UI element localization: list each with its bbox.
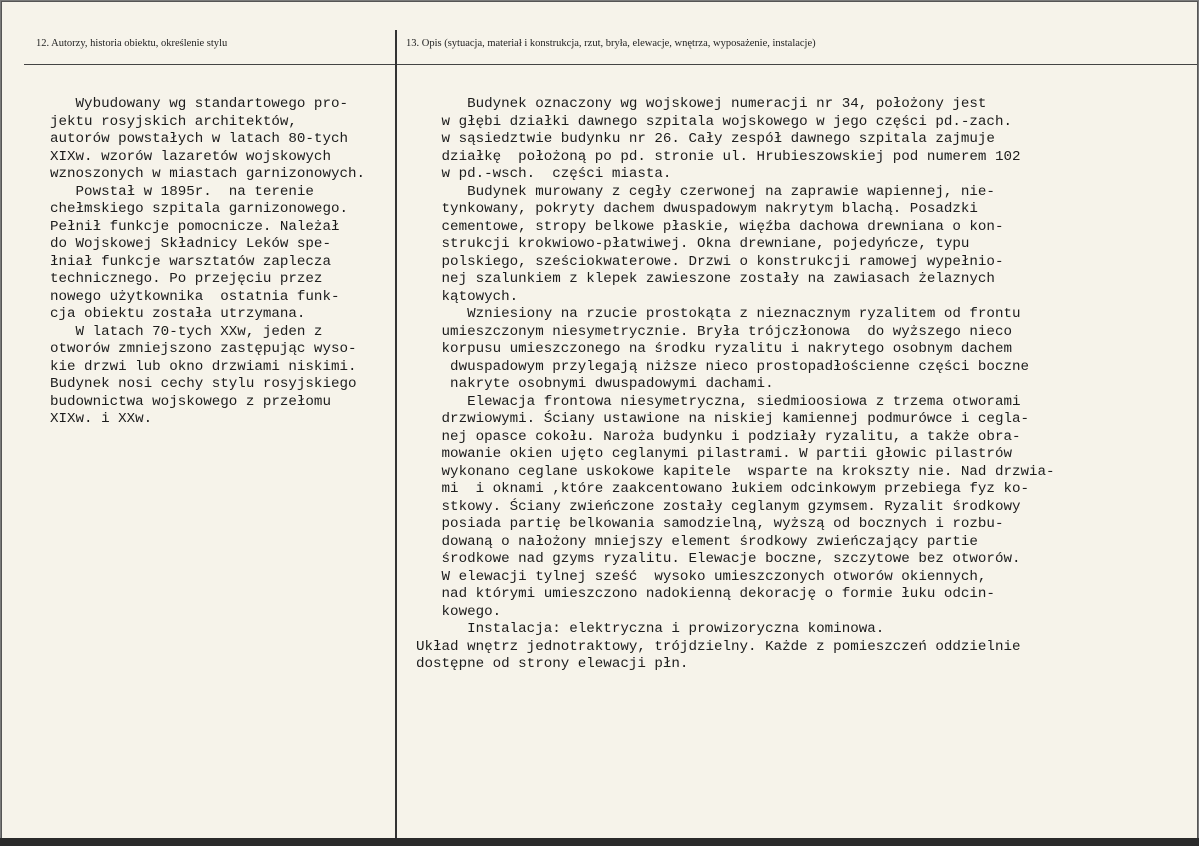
text-line: cementowe, stropy belkowe płaskie, więźba dachowa drewniana o kon- <box>416 218 1004 235</box>
text-line: dowaną o nałożony mniejszy element środkowy zwieńczający partie <box>416 533 978 550</box>
text-line: strukcji krokwiowo-płatwiwej. Okna drewniane, pojedyńcze, typu <box>416 236 970 252</box>
text-line: dostępne od strony elewacji płn. <box>416 656 689 672</box>
text-line: wznoszonych w miastach garnizonowych. <box>50 166 366 182</box>
text-line: nej opasce cokołu. Naroża budynku i podziały ryzalitu, a także obra- <box>416 428 1021 445</box>
section-13-heading: 13. Opis (sytuacja, materiał i konstrukcja, rzut, bryła, elewacje, wnętrza, wyposażenie, instalacje) <box>406 38 816 49</box>
text-line: nakryte osobnymi dwuspadowymi dachami. <box>416 376 774 392</box>
text-line: Układ wnętrz jednotraktowy, trójdzielny. Każde z pomieszczeń oddzielnie <box>416 638 1021 655</box>
text-line: chełmskiego szpitala garnizonowego. <box>50 201 348 217</box>
text-line: umieszczonym niesymetrycznie. Bryła trójczłonowa do wyższego nieco <box>416 323 1012 340</box>
text-line: tynkowany, pokryty dachem dwuspadowym nakrytym blachą. Posadzki <box>416 201 978 217</box>
text-line: kie drzwi lub okno drzwiami niskimi. <box>50 358 357 375</box>
text-line: jektu rosyjskich architektów, <box>50 113 297 130</box>
text-line: XIXw. i XXw. <box>50 411 153 427</box>
text-line: Pełnił funkcje pomocnicze. Należał <box>50 218 340 235</box>
text-line: XIXw. wzorów lazaretów wojskowych <box>50 148 331 165</box>
text-line: Elewacja frontowa niesymetryczna, siedmioosiowa z trzema otworami <box>416 393 1021 410</box>
text-line: Powstał w 1895r. na terenie <box>50 183 314 200</box>
text-line: mowanie okien ujęto ceglanymi pilastrami. W partii głowic pilastrów <box>416 446 1012 462</box>
text-line: kowego. <box>416 603 502 620</box>
text-line: łniał funkcje warsztatów zaplecza <box>50 253 331 270</box>
text-line: wykonano ceglane uskokowe kapitele wsparte na krokszty nie. Nad drzwia- <box>416 463 1055 480</box>
document-sheet <box>2 2 1197 838</box>
column-divider <box>395 30 397 838</box>
text-line: cja obiektu została utrzymana. <box>50 306 306 322</box>
text-line: w sąsiedztwie budynku nr 26. Cały zespół dawnego szpitala zajmuje <box>416 131 995 147</box>
section-12-heading: 12. Autorzy, historia obiektu, określenie stylu <box>36 38 228 49</box>
text-line: w pd.-wsch. części miasta. <box>416 166 672 182</box>
text-line: nej szalunkiem z klepek zawieszone zostały na zawiasach żelaznych <box>416 271 995 287</box>
text-line: Instalacja: elektryczna i prowizoryczna kominowa. <box>416 621 885 637</box>
text-line: kątowych. <box>416 288 519 305</box>
text-line: posiada partię belkowania samodzielną, wyższą od bocznych i rozbu- <box>416 516 1004 532</box>
text-line: Budynek nosi cechy stylu rosyjskiego <box>50 376 357 392</box>
authors-history-text <box>50 96 365 429</box>
text-line: Wzniesiony na rzucie prostokąta z nieznacznym ryzalitem od frontu <box>416 306 1021 322</box>
text-line: Wybudowany wg standartowego pro- <box>50 96 348 112</box>
text-line: W latach 70-tych XXw, jeden z <box>50 323 323 340</box>
text-line: drzwiowymi. Ściany ustawione na niskiej kamiennej podmurówce i cegla- <box>416 411 1029 427</box>
scan-edge <box>0 838 1199 846</box>
text-line: autorów powstałych w latach 80-tych <box>50 131 348 147</box>
header-divider <box>24 64 1197 65</box>
text-line: W elewacji tylnej sześć wysoko umieszczonych otworów okiennych, <box>416 568 987 585</box>
text-line: do Wojskowej Składnicy Leków spe- <box>50 236 331 252</box>
text-line: otworów zmniejszono zastępując wyso- <box>50 341 357 357</box>
text-line: polskiego, sześciokwaterowe. Drzwi o konstrukcji ramowej wypełnio- <box>416 253 1004 270</box>
text-line: nowego użytkownika ostatnia funk- <box>50 288 340 305</box>
text-line: działkę położoną po pd. stronie ul. Hrubieszowskiej pod numerem 102 <box>416 148 1021 165</box>
text-line: technicznego. Po przejęciu przez <box>50 271 323 287</box>
text-line: Budynek oznaczony wg wojskowej numeracji nr 34, położony jest <box>416 96 987 112</box>
text-line: Budynek murowany z cegły czerwonej na zaprawie wapiennej, nie- <box>416 183 995 200</box>
text-line: budownictwa wojskowego z przełomu <box>50 393 331 410</box>
text-line: nad którymi umieszczono nadokienną dekorację o formie łuku odcin- <box>416 586 995 602</box>
text-line: mi i oknami ,które zaakcentowano łukiem odcinkowym przebiega fyz ko- <box>416 481 1029 497</box>
text-line: korpusu umieszczonego na środku ryzalitu i nakrytego osobnym dachem <box>416 341 1012 357</box>
text-line: dwuspadowym przylegają niższe nieco prostopadłościenne części boczne <box>416 358 1029 375</box>
description-text <box>416 96 1055 674</box>
text-line: środkowe nad gzyms ryzalitu. Elewacje boczne, szczytowe bez otworów. <box>416 551 1021 567</box>
text-line: w głębi działki dawnego szpitala wojskowego w jego części pd.-zach. <box>416 113 1012 130</box>
text-line: stkowy. Ściany zwieńczone zostały ceglanym gzymsem. Ryzalit środkowy <box>416 498 1021 515</box>
